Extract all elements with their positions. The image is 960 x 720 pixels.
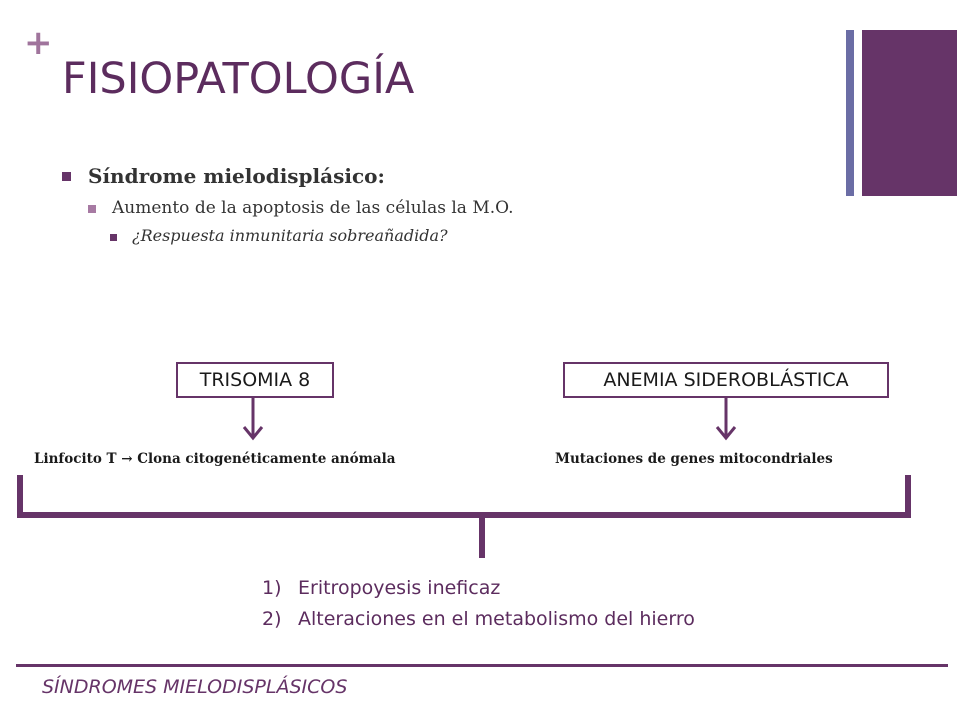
- bullet-level2-text: Aumento de la apoptosis de las células la M.O.: [112, 198, 514, 218]
- outcome-item: [262, 573, 695, 604]
- outcome-item: [262, 604, 695, 635]
- right-result-text: Mutaciones de genes mitocondriales: [555, 451, 833, 467]
- plus-icon: +: [24, 23, 53, 63]
- bullet-level3-text: ¿Respuesta inmunitaria sobreañadida?: [132, 226, 448, 245]
- outcome-text: Eritropoyesis ineficaz: [298, 577, 501, 599]
- trisomia-box: TRISOMIA 8: [176, 362, 334, 398]
- footer-text: SÍNDROMES MIELODISPLÁSICOS: [42, 676, 348, 698]
- footer-divider: [16, 664, 948, 667]
- outcomes-list: [262, 573, 695, 635]
- bullet-level1-text: Síndrome mielodisplásico:: [88, 164, 385, 188]
- page-title: FISIOPATOLOGÍA: [62, 54, 415, 104]
- left-result-text: Linfocito T → Clona citogenéticamente anómala: [34, 451, 396, 467]
- outcome-number: 2): [262, 608, 282, 630]
- anemia-box: ANEMIA SIDEROBLÁSTICA: [563, 362, 889, 398]
- outcome-text: Alteraciones en el metabolismo del hierro: [298, 608, 695, 630]
- outcome-number: 1): [262, 577, 282, 599]
- bracket-shape: [20, 475, 908, 515]
